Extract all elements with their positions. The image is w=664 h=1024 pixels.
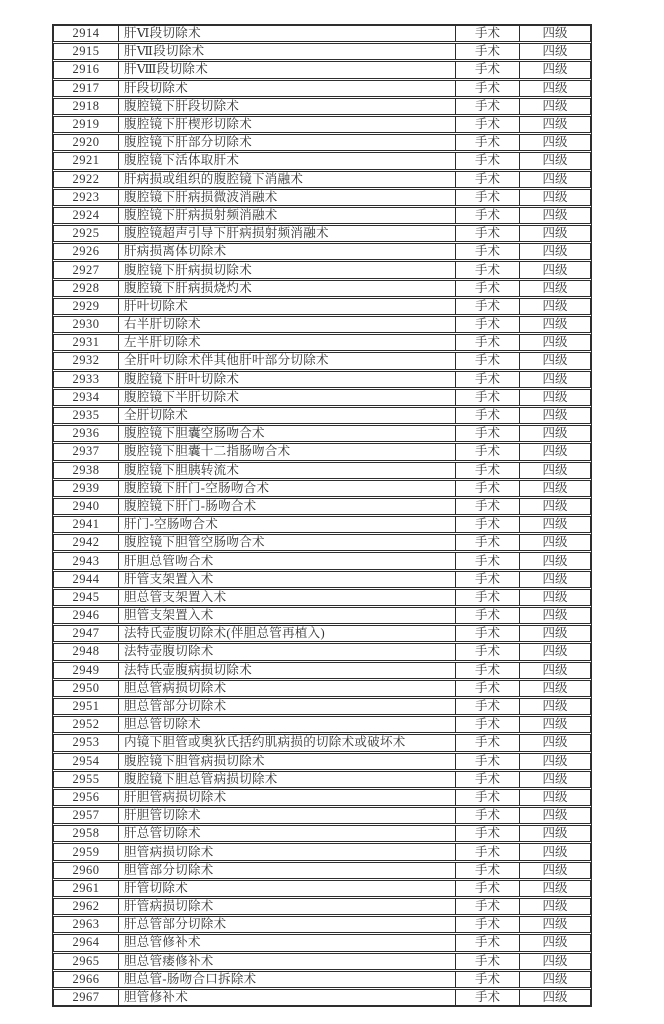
grade-cell: 四级 — [542, 207, 568, 222]
procedure-name-cell: 肝总管切除术 — [119, 826, 456, 841]
category-cell: 手术 — [456, 444, 520, 459]
row-number-cell: 2957 — [54, 808, 119, 823]
table-row — [53, 643, 591, 660]
grade-cell: 四级 — [542, 935, 568, 950]
row-number-cell: 2960 — [54, 863, 119, 878]
category-cell: 手术 — [456, 790, 520, 805]
row-number-cell: 2944 — [54, 572, 119, 587]
row-number-cell: 2947 — [54, 626, 119, 641]
row-number-cell: 2963 — [54, 917, 119, 932]
grade-cell: 四级 — [542, 389, 568, 404]
table-row — [53, 98, 591, 115]
grade-cell: 四级 — [542, 244, 568, 259]
table-row — [53, 552, 591, 569]
procedure-name-cell: 肝胆管切除术 — [119, 808, 456, 823]
procedure-name-cell: 全肝叶切除术伴其他肝叶部分切除术 — [119, 353, 456, 368]
procedure-name-cell: 肝管支架置入术 — [119, 572, 456, 587]
grade-cell: 四级 — [542, 444, 568, 459]
row-number-cell: 2924 — [54, 208, 119, 223]
table-row — [53, 680, 591, 697]
procedure-name-cell: 腹腔镜下半肝切除术 — [119, 390, 456, 405]
grade-cell: 四级 — [542, 735, 568, 750]
procedure-name-cell: 肝段切除术 — [119, 81, 456, 96]
grade-cell: 四级 — [542, 753, 568, 768]
row-number-cell: 2936 — [54, 426, 119, 441]
procedure-name-cell: 腹腔镜下肝叶切除术 — [119, 372, 456, 387]
table-row — [53, 862, 591, 879]
table-row — [53, 352, 591, 369]
category-cell: 手术 — [456, 44, 520, 59]
grade-cell: 四级 — [542, 553, 568, 568]
category-cell: 手术 — [456, 808, 520, 823]
grade-cell: 四级 — [542, 44, 568, 59]
category-cell: 手术 — [456, 663, 520, 678]
procedure-name-cell: 腹腔镜下肝部分切除术 — [119, 135, 456, 150]
grade-cell: 四级 — [542, 971, 568, 986]
grade-cell: 四级 — [542, 899, 568, 914]
procedure-name-cell: 胆总管-肠吻合口拆除术 — [119, 972, 456, 987]
table-row — [53, 698, 591, 715]
row-number-cell: 2916 — [54, 62, 119, 77]
category-cell: 手术 — [456, 172, 520, 187]
row-number-cell: 2933 — [54, 372, 119, 387]
row-number-cell: 2952 — [54, 717, 119, 732]
procedure-name-cell: 腹腔镜超声引导下肝病损射频消融术 — [119, 226, 456, 241]
category-cell: 手术 — [456, 499, 520, 514]
category-cell: 手术 — [456, 26, 520, 41]
procedure-table — [52, 24, 592, 1007]
row-number-cell: 2966 — [54, 972, 119, 987]
table-row — [53, 880, 591, 897]
table-row — [53, 934, 591, 951]
row-number-cell: 2923 — [54, 190, 119, 205]
procedure-name-cell: 腹腔镜下肝门-空肠吻合术 — [119, 481, 456, 496]
table-row — [53, 225, 591, 242]
row-number-cell: 2945 — [54, 590, 119, 605]
table-row — [53, 534, 591, 551]
table-row — [53, 589, 591, 606]
procedure-name-cell: 左半肝切除术 — [119, 335, 456, 350]
category-cell: 手术 — [456, 954, 520, 969]
grade-cell: 四级 — [542, 317, 568, 332]
table-row — [53, 280, 591, 297]
procedure-name-cell: 肝病损或组织的腹腔镜下消融术 — [119, 172, 456, 187]
table-row — [53, 261, 591, 278]
grade-cell: 四级 — [542, 771, 568, 786]
row-number-cell: 2931 — [54, 335, 119, 350]
grade-cell: 四级 — [542, 408, 568, 423]
category-cell: 手术 — [456, 372, 520, 387]
row-number-cell: 2941 — [54, 517, 119, 532]
category-cell: 手术 — [456, 208, 520, 223]
category-cell: 手术 — [456, 299, 520, 314]
grade-cell: 四级 — [542, 662, 568, 677]
category-cell: 手术 — [456, 226, 520, 241]
table-row — [53, 425, 591, 442]
procedure-name-cell: 肝总管部分切除术 — [119, 917, 456, 932]
category-cell: 手术 — [456, 626, 520, 641]
table-row — [53, 462, 591, 479]
grade-cell: 四级 — [542, 426, 568, 441]
category-cell: 手术 — [456, 644, 520, 659]
row-number-cell: 2917 — [54, 81, 119, 96]
procedure-name-cell: 腹腔镜下肝病损射频消融术 — [119, 208, 456, 223]
procedure-name-cell: 肝管切除术 — [119, 881, 456, 896]
row-number-cell: 2927 — [54, 262, 119, 277]
procedure-name-cell: 腹腔镜下肝门-肠吻合术 — [119, 499, 456, 514]
table-row — [53, 443, 591, 460]
row-number-cell: 2949 — [54, 663, 119, 678]
category-cell: 手术 — [456, 62, 520, 77]
table-row — [53, 25, 591, 42]
grade-cell: 四级 — [542, 371, 568, 386]
category-cell: 手术 — [456, 917, 520, 932]
category-cell: 手术 — [456, 553, 520, 568]
table-row — [53, 80, 591, 97]
procedure-name-cell: 肝胆总管吻合术 — [119, 553, 456, 568]
row-number-cell: 2935 — [54, 408, 119, 423]
procedure-name-cell: 右半肝切除术 — [119, 317, 456, 332]
category-cell: 手术 — [456, 717, 520, 732]
grade-cell: 四级 — [542, 298, 568, 313]
category-cell: 手术 — [456, 699, 520, 714]
procedure-name-cell: 腹腔镜下胆总管病损切除术 — [119, 772, 456, 787]
table-row — [53, 371, 591, 388]
category-cell: 手术 — [456, 81, 520, 96]
table-row — [53, 734, 591, 751]
table-row — [53, 207, 591, 224]
category-cell: 手术 — [456, 590, 520, 605]
table-row — [53, 334, 591, 351]
procedure-name-cell: 肝病损离体切除术 — [119, 244, 456, 259]
category-cell: 手术 — [456, 972, 520, 987]
procedure-name-cell: 肝管病损切除术 — [119, 899, 456, 914]
grade-cell: 四级 — [542, 571, 568, 586]
row-number-cell: 2954 — [54, 754, 119, 769]
procedure-name-cell: 胆管修补术 — [119, 990, 456, 1005]
row-number-cell: 2959 — [54, 844, 119, 859]
grade-cell: 四级 — [542, 608, 568, 623]
table-row — [53, 298, 591, 315]
table-row — [53, 771, 591, 788]
row-number-cell: 2950 — [54, 681, 119, 696]
row-number-cell: 2925 — [54, 226, 119, 241]
table-row — [53, 243, 591, 260]
table-row — [53, 480, 591, 497]
table-row — [53, 116, 591, 133]
table-row — [53, 389, 591, 406]
category-cell: 手术 — [456, 826, 520, 841]
row-number-cell: 2962 — [54, 899, 119, 914]
procedure-name-cell: 胆管部分切除术 — [119, 863, 456, 878]
category-cell: 手术 — [456, 881, 520, 896]
grade-cell: 四级 — [542, 189, 568, 204]
grade-cell: 四级 — [542, 171, 568, 186]
row-number-cell: 2939 — [54, 481, 119, 496]
grade-cell: 四级 — [542, 517, 568, 532]
category-cell: 手术 — [456, 390, 520, 405]
table-row — [53, 989, 591, 1006]
row-number-cell: 2946 — [54, 608, 119, 623]
grade-cell: 四级 — [542, 862, 568, 877]
table-row — [53, 753, 591, 770]
category-cell: 手术 — [456, 99, 520, 114]
grade-cell: 四级 — [542, 789, 568, 804]
procedure-name-cell: 肝门-空肠吻合术 — [119, 517, 456, 532]
procedure-name-cell: 腹腔镜下胆管空肠吻合术 — [119, 535, 456, 550]
row-number-cell: 2938 — [54, 463, 119, 478]
category-cell: 手术 — [456, 408, 520, 423]
table-row — [53, 152, 591, 169]
row-number-cell: 2967 — [54, 990, 119, 1005]
row-number-cell: 2929 — [54, 299, 119, 314]
row-number-cell: 2948 — [54, 644, 119, 659]
row-number-cell: 2958 — [54, 826, 119, 841]
table-row — [53, 134, 591, 151]
category-cell: 手术 — [456, 772, 520, 787]
category-cell: 手术 — [456, 153, 520, 168]
table-row — [53, 61, 591, 78]
table-row — [53, 807, 591, 824]
table-row — [53, 171, 591, 188]
grade-cell: 四级 — [542, 917, 568, 932]
category-cell: 手术 — [456, 244, 520, 259]
row-number-cell: 2942 — [54, 535, 119, 550]
row-number-cell: 2926 — [54, 244, 119, 259]
procedure-name-cell: 肝胆管病损切除术 — [119, 790, 456, 805]
procedure-name-cell: 腹腔镜下肝楔形切除术 — [119, 117, 456, 132]
procedure-name-cell: 腹腔镜下胆囊十二指肠吻合术 — [119, 444, 456, 459]
grade-cell: 四级 — [542, 535, 568, 550]
row-number-cell: 2965 — [54, 954, 119, 969]
table-row — [53, 316, 591, 333]
procedure-name-cell: 腹腔镜下活体取肝术 — [119, 153, 456, 168]
procedure-name-cell: 胆总管病损切除术 — [119, 681, 456, 696]
grade-cell: 四级 — [542, 262, 568, 277]
grade-cell: 四级 — [542, 644, 568, 659]
grade-cell: 四级 — [542, 117, 568, 132]
grade-cell: 四级 — [542, 135, 568, 150]
table-row — [53, 516, 591, 533]
grade-cell: 四级 — [542, 880, 568, 895]
row-number-cell: 2943 — [54, 553, 119, 568]
grade-cell: 四级 — [542, 626, 568, 641]
table-row — [53, 825, 591, 842]
grade-cell: 四级 — [542, 335, 568, 350]
category-cell: 手术 — [456, 481, 520, 496]
table-row — [53, 662, 591, 679]
grade-cell: 四级 — [542, 990, 568, 1005]
procedure-name-cell: 内镜下胆管或奥狄氏括约肌病损的切除术或破坏术 — [119, 735, 456, 750]
procedure-name-cell: 法特氏壶腹切除术(伴胆总管再植入) — [119, 626, 456, 641]
row-number-cell: 2928 — [54, 281, 119, 296]
procedure-name-cell: 腹腔镜下肝病损烧灼术 — [119, 281, 456, 296]
row-number-cell: 2955 — [54, 772, 119, 787]
category-cell: 手术 — [456, 735, 520, 750]
table-row — [53, 498, 591, 515]
row-number-cell: 2956 — [54, 790, 119, 805]
procedure-name-cell: 法特氏壶腹病损切除术 — [119, 663, 456, 678]
grade-cell: 四级 — [542, 280, 568, 295]
category-cell: 手术 — [456, 754, 520, 769]
category-cell: 手术 — [456, 135, 520, 150]
grade-cell: 四级 — [542, 589, 568, 604]
category-cell: 手术 — [456, 935, 520, 950]
category-cell: 手术 — [456, 190, 520, 205]
category-cell: 手术 — [456, 608, 520, 623]
grade-cell: 四级 — [542, 153, 568, 168]
row-number-cell: 2914 — [54, 26, 119, 41]
procedure-name-cell: 腹腔镜下胆囊空肠吻合术 — [119, 426, 456, 441]
procedure-name-cell: 胆管支架置入术 — [119, 608, 456, 623]
row-number-cell: 2920 — [54, 135, 119, 150]
category-cell: 手术 — [456, 517, 520, 532]
procedure-name-cell: 法特壶腹切除术 — [119, 644, 456, 659]
row-number-cell: 2937 — [54, 444, 119, 459]
procedure-name-cell: 肝叶切除术 — [119, 299, 456, 314]
grade-cell: 四级 — [542, 80, 568, 95]
grade-cell: 四级 — [542, 680, 568, 695]
grade-cell: 四级 — [542, 808, 568, 823]
procedure-name-cell: 肝Ⅶ段切除术 — [119, 44, 456, 59]
row-number-cell: 2964 — [54, 935, 119, 950]
table-row — [53, 971, 591, 988]
row-number-cell: 2919 — [54, 117, 119, 132]
procedure-name-cell: 全肝切除术 — [119, 408, 456, 423]
row-number-cell: 2953 — [54, 735, 119, 750]
grade-cell: 四级 — [542, 699, 568, 714]
category-cell: 手术 — [456, 353, 520, 368]
grade-cell: 四级 — [542, 26, 568, 41]
category-cell: 手术 — [456, 281, 520, 296]
table-row — [53, 571, 591, 588]
procedure-name-cell: 胆总管切除术 — [119, 717, 456, 732]
row-number-cell: 2951 — [54, 699, 119, 714]
table-row — [53, 607, 591, 624]
category-cell: 手术 — [456, 426, 520, 441]
grade-cell: 四级 — [542, 953, 568, 968]
table-row — [53, 898, 591, 915]
category-cell: 手术 — [456, 117, 520, 132]
row-number-cell: 2915 — [54, 44, 119, 59]
category-cell: 手术 — [456, 863, 520, 878]
table-row — [53, 789, 591, 806]
procedure-name-cell: 胆总管支架置入术 — [119, 590, 456, 605]
table-row — [53, 407, 591, 424]
table-row — [53, 843, 591, 860]
table-row — [53, 625, 591, 642]
table-row — [53, 916, 591, 933]
category-cell: 手术 — [456, 899, 520, 914]
category-cell: 手术 — [456, 990, 520, 1005]
procedure-name-cell: 腹腔镜下胆管病损切除术 — [119, 754, 456, 769]
category-cell: 手术 — [456, 535, 520, 550]
procedure-name-cell: 胆总管部分切除术 — [119, 699, 456, 714]
procedure-name-cell: 胆总管修补术 — [119, 935, 456, 950]
grade-cell: 四级 — [542, 826, 568, 841]
procedure-name-cell: 肝Ⅷ段切除术 — [119, 62, 456, 77]
procedure-name-cell: 肝Ⅵ段切除术 — [119, 26, 456, 41]
category-cell: 手术 — [456, 572, 520, 587]
grade-cell: 四级 — [542, 226, 568, 241]
row-number-cell: 2940 — [54, 499, 119, 514]
row-number-cell: 2922 — [54, 172, 119, 187]
category-cell: 手术 — [456, 335, 520, 350]
procedure-name-cell: 胆管病损切除术 — [119, 844, 456, 859]
grade-cell: 四级 — [542, 353, 568, 368]
grade-cell: 四级 — [542, 498, 568, 513]
grade-cell: 四级 — [542, 717, 568, 732]
grade-cell: 四级 — [542, 480, 568, 495]
procedure-name-cell: 腹腔镜下肝病损切除术 — [119, 262, 456, 277]
row-number-cell: 2930 — [54, 317, 119, 332]
grade-cell: 四级 — [542, 462, 568, 477]
category-cell: 手术 — [456, 317, 520, 332]
category-cell: 手术 — [456, 463, 520, 478]
procedure-name-cell: 腹腔镜下肝病损微波消融术 — [119, 190, 456, 205]
row-number-cell: 2921 — [54, 153, 119, 168]
category-cell: 手术 — [456, 262, 520, 277]
table-row — [53, 953, 591, 970]
category-cell: 手术 — [456, 681, 520, 696]
procedure-name-cell: 腹腔镜下肝段切除术 — [119, 99, 456, 114]
category-cell: 手术 — [456, 844, 520, 859]
row-number-cell: 2918 — [54, 99, 119, 114]
procedure-name-cell: 胆总管瘘修补术 — [119, 954, 456, 969]
row-number-cell: 2934 — [54, 390, 119, 405]
grade-cell: 四级 — [542, 62, 568, 77]
row-number-cell: 2961 — [54, 881, 119, 896]
table-row — [53, 189, 591, 206]
procedure-name-cell: 腹腔镜下胆胰转流术 — [119, 463, 456, 478]
row-number-cell: 2932 — [54, 353, 119, 368]
table-row — [53, 43, 591, 60]
table-row — [53, 716, 591, 733]
grade-cell: 四级 — [542, 98, 568, 113]
grade-cell: 四级 — [542, 844, 568, 859]
